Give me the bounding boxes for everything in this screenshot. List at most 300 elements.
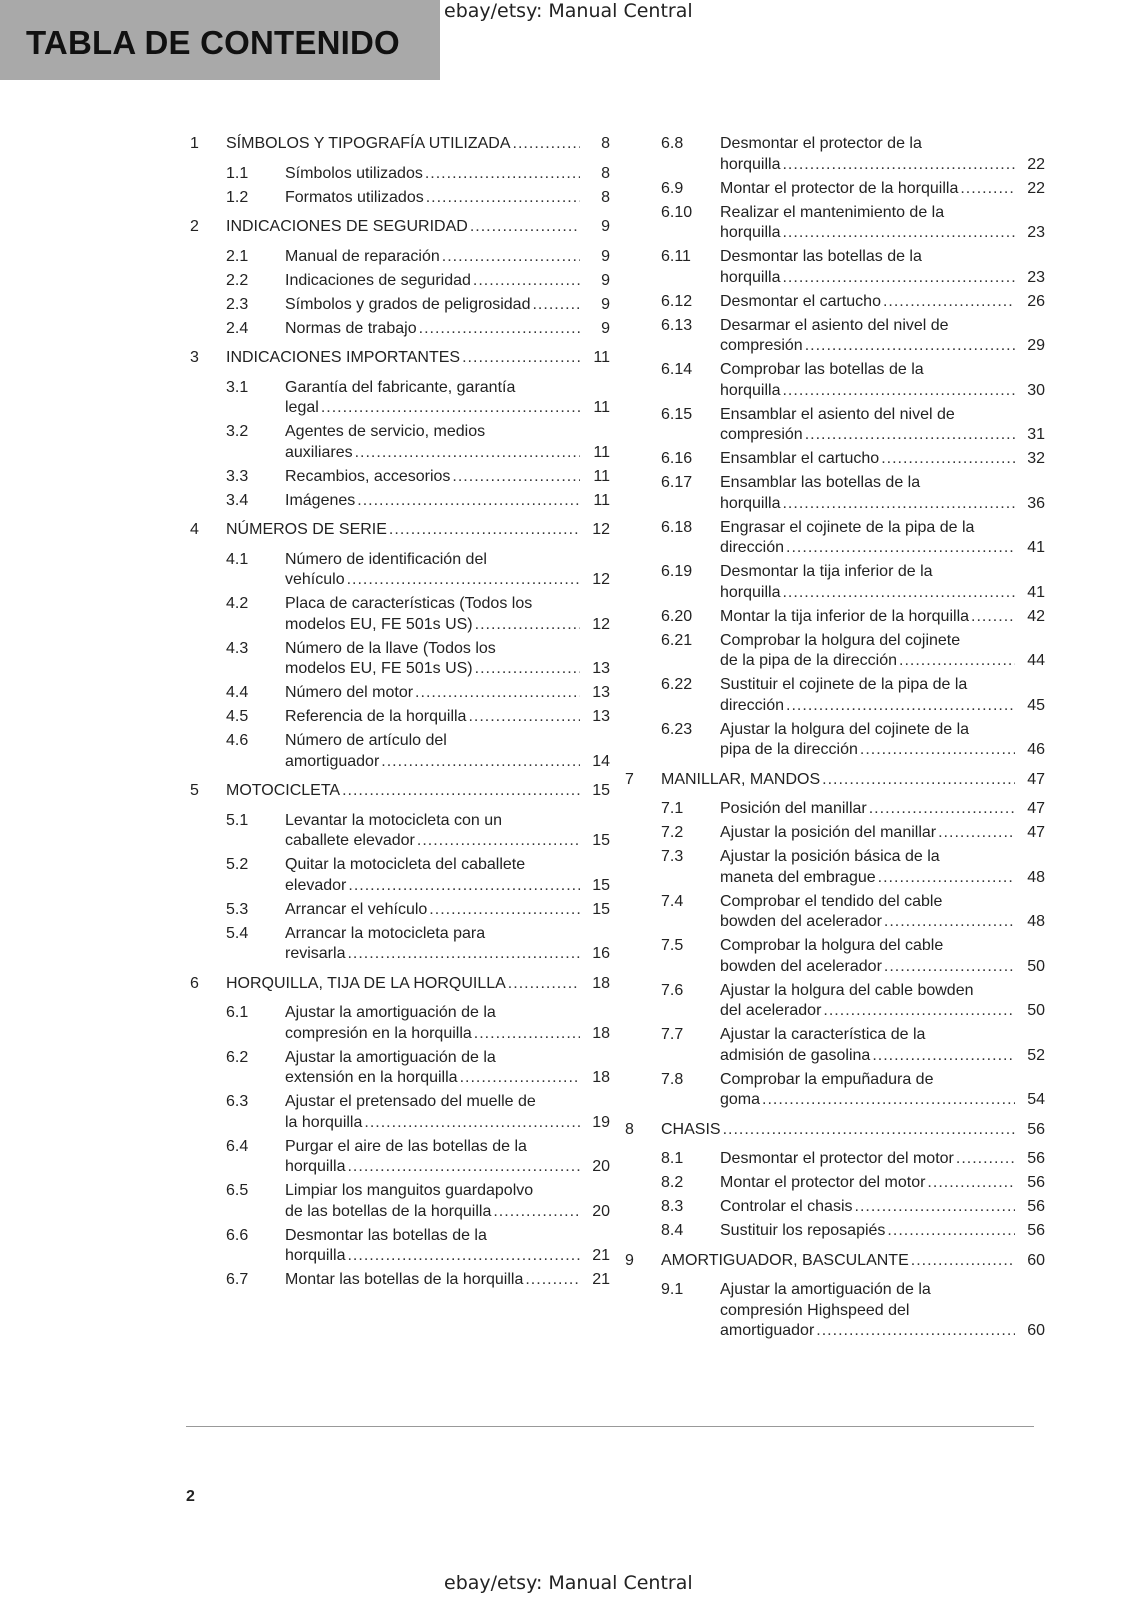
toc-title <box>285 491 610 512</box>
toc-title-line: Montar la tija inferior de la horquilla <box>720 607 970 625</box>
toc-section[interactable] <box>625 720 1045 761</box>
toc-chapter[interactable] <box>190 520 610 541</box>
toc-section[interactable] <box>625 892 1045 933</box>
toc-page-number: 60 <box>1027 1322 1045 1339</box>
toc-title <box>285 1048 610 1089</box>
toc-page-number: 50 <box>1027 1002 1045 1019</box>
toc-number: 7.2 <box>661 824 684 841</box>
toc-title-line: pipa de la dirección <box>720 741 858 758</box>
toc-title-line: Número de artículo del <box>285 732 447 749</box>
toc-number: 5.1 <box>226 811 249 829</box>
toc-number: 1 <box>190 135 199 152</box>
toc-title-line: Número de la llave (Todos los <box>285 639 496 657</box>
toc-section[interactable] <box>190 1270 610 1291</box>
toc-page-number: 21 <box>592 1271 610 1288</box>
leader-dots <box>364 1113 580 1134</box>
toc-title-line: Realizar el mantenimiento de la <box>720 203 945 221</box>
toc-page-number: 21 <box>592 1247 610 1264</box>
toc-number: 6.15 <box>661 405 693 423</box>
toc-number: 3.4 <box>226 491 249 509</box>
toc-title-line: Quitar la motocicleta del caballete <box>285 856 526 873</box>
toc-section[interactable] <box>625 1221 1045 1242</box>
toc-section[interactable] <box>625 405 1045 446</box>
toc-section[interactable] <box>190 707 610 728</box>
toc-page-number: 52 <box>1027 1046 1045 1064</box>
toc-section[interactable] <box>625 981 1045 1022</box>
toc-section[interactable] <box>190 550 610 591</box>
leader-dots <box>822 770 1015 791</box>
toc-section[interactable] <box>625 847 1045 888</box>
toc-title-line: de la pipa de la dirección <box>720 652 898 669</box>
toc-number: 6.20 <box>661 607 693 625</box>
toc-number: 1.1 <box>226 164 249 182</box>
toc-title <box>285 295 610 316</box>
toc-title-line: Limpiar los manguitos guardapolvo <box>285 1182 534 1199</box>
leader-dots <box>782 223 1015 244</box>
leader-dots <box>347 570 580 591</box>
leader-dots <box>869 799 1015 820</box>
toc-section[interactable] <box>625 247 1045 288</box>
toc-section[interactable] <box>190 467 610 488</box>
toc-number: 8 <box>625 1120 634 1138</box>
toc-title <box>661 770 1045 791</box>
toc-number: 3.3 <box>226 467 249 485</box>
leader-dots <box>342 781 580 802</box>
toc-title-line: Agentes de servicio, medios <box>285 423 486 440</box>
toc-title <box>720 405 1045 446</box>
toc-title-line: Referencia de la horquilla <box>285 708 467 725</box>
toc-chapter[interactable] <box>190 134 610 155</box>
toc-section[interactable] <box>190 683 610 704</box>
toc-title-line: CHASIS <box>661 1120 721 1138</box>
toc-title <box>720 892 1045 933</box>
toc-title <box>285 1092 610 1133</box>
toc-number: 8.4 <box>661 1222 684 1239</box>
toc-title <box>720 1221 1045 1242</box>
toc-title-line: Ajustar la amortiguación de la <box>285 1048 496 1066</box>
toc-section[interactable] <box>190 811 610 852</box>
toc-number: 2.4 <box>226 319 249 337</box>
toc-number: 2 <box>190 218 199 235</box>
toc-page-number: 18 <box>592 1069 610 1086</box>
toc-page-number: 41 <box>1027 583 1045 601</box>
toc-title-line: admisión de gasolina <box>720 1046 871 1064</box>
toc-title-line: Desmontar el protector de la <box>720 135 922 152</box>
toc-page-number: 13 <box>592 660 610 677</box>
toc-title-line: Ajustar la posición del manillar <box>720 824 937 841</box>
toc-section[interactable] <box>190 594 610 635</box>
toc-title-line: Símbolos y grados de peligrosidad <box>285 295 531 313</box>
toc-title <box>226 520 610 541</box>
toc-title <box>720 562 1045 603</box>
toc-title-line: Montar las botellas de la horquilla <box>285 1271 524 1288</box>
toc-page-number: 11 <box>593 491 610 509</box>
toc-page-number: 18 <box>592 1024 610 1042</box>
toc-section[interactable] <box>190 295 610 316</box>
toc-title-line: compresión <box>720 426 803 443</box>
header-band <box>0 0 440 80</box>
leader-dots <box>884 957 1015 978</box>
toc-title-line: Desmontar las botellas de la <box>720 248 922 265</box>
toc-number: 5.3 <box>226 900 249 918</box>
toc-number: 4 <box>190 521 199 538</box>
toc-section[interactable] <box>190 1048 610 1089</box>
toc-title-line: horquilla <box>285 1158 346 1175</box>
leader-dots <box>823 1001 1015 1022</box>
toc-section[interactable] <box>625 675 1045 716</box>
leader-dots <box>417 831 580 852</box>
toc-section[interactable] <box>625 134 1045 175</box>
toc-page-number: 56 <box>1027 1120 1045 1138</box>
toc-number: 6.1 <box>226 1004 249 1021</box>
toc-number: 6.8 <box>661 135 684 152</box>
toc-chapter[interactable] <box>625 770 1045 791</box>
toc-number: 4.1 <box>226 550 249 568</box>
toc-number: 4.2 <box>226 595 249 612</box>
toc-section[interactable] <box>190 924 610 965</box>
leader-dots <box>960 179 1015 200</box>
toc-page-number: 44 <box>1027 652 1045 669</box>
leader-dots <box>872 1046 1015 1067</box>
toc-section[interactable] <box>190 271 610 292</box>
toc-section[interactable] <box>625 607 1045 628</box>
toc-section[interactable] <box>190 319 610 340</box>
toc-title-line: Arrancar la motocicleta para <box>285 924 486 942</box>
toc-title <box>720 179 1045 200</box>
toc-title <box>285 1181 610 1222</box>
toc-page-number: 15 <box>592 900 610 918</box>
toc-title-line: elevador <box>285 876 347 894</box>
toc-title-line: horquilla <box>720 583 781 601</box>
toc-section[interactable] <box>625 1173 1045 1194</box>
toc-section[interactable] <box>625 936 1045 977</box>
leader-dots <box>878 868 1015 889</box>
toc-number: 2.2 <box>226 271 249 289</box>
toc-title <box>720 823 1045 844</box>
toc-number: 4.4 <box>226 684 249 701</box>
toc-section[interactable] <box>625 562 1045 603</box>
toc-number: 6.3 <box>226 1093 249 1110</box>
footer-divider <box>186 1426 1034 1427</box>
toc-page-number: 8 <box>601 188 610 206</box>
toc-number: 7 <box>625 770 634 788</box>
toc-page-number: 56 <box>1027 1198 1045 1215</box>
leader-dots <box>508 974 580 995</box>
toc-number: 2.3 <box>226 295 249 313</box>
toc-section[interactable] <box>190 422 610 463</box>
toc-number: 6.13 <box>661 316 693 334</box>
toc-title-line: MOTOCICLETA <box>226 782 341 799</box>
leader-dots <box>381 752 580 773</box>
toc-title-line: Ensamblar el cartucho <box>720 450 880 467</box>
toc-section[interactable] <box>625 316 1045 357</box>
toc-title-line: auxiliares <box>285 443 353 461</box>
toc-title <box>285 924 610 965</box>
toc-chapter[interactable] <box>190 217 610 238</box>
toc-section[interactable] <box>625 799 1045 820</box>
toc-title-line: Comprobar la holgura del cable <box>720 937 944 954</box>
toc-title <box>661 1120 1045 1141</box>
toc-title-line: Ajustar la holgura del cojinete de la <box>720 720 970 738</box>
toc-number: 8.3 <box>661 1198 684 1215</box>
toc-title-line: del acelerador <box>720 1002 822 1019</box>
toc-title <box>285 378 610 419</box>
toc-title <box>285 594 610 635</box>
toc-section[interactable] <box>190 1226 610 1267</box>
toc-page-number: 12 <box>592 615 610 633</box>
toc-number: 7.8 <box>661 1070 684 1088</box>
toc-page-number: 14 <box>592 752 610 770</box>
leader-dots <box>911 1251 1015 1272</box>
toc-section[interactable] <box>190 378 610 419</box>
toc-number: 4.3 <box>226 639 249 657</box>
toc-title-line: horquilla <box>720 494 781 512</box>
toc-section[interactable] <box>190 1137 610 1178</box>
toc-page-number: 15 <box>592 832 610 849</box>
leader-dots <box>473 271 580 292</box>
toc-number: 7.6 <box>661 981 684 999</box>
toc-section[interactable] <box>625 823 1045 844</box>
toc-page-number: 23 <box>1027 224 1045 241</box>
leader-dots <box>816 1321 1015 1342</box>
leader-dots <box>415 683 580 704</box>
toc-title-line: compresión en la horquilla <box>285 1024 472 1042</box>
toc-title-line: Símbolos utilizados <box>285 164 423 182</box>
toc-title-line: dirección <box>720 696 785 714</box>
toc-number: 6.16 <box>661 450 693 467</box>
toc-number: 6 <box>190 974 199 992</box>
toc-chapter[interactable] <box>190 348 610 369</box>
toc-section[interactable] <box>625 1197 1045 1218</box>
toc-page-number: 29 <box>1027 337 1045 354</box>
toc-title <box>285 1226 610 1267</box>
toc-title-line: Número de identificación del <box>285 550 487 568</box>
toc-number: 6.22 <box>661 676 693 693</box>
leader-dots <box>883 292 1015 313</box>
toc-title-line: Engrasar el cojinete de la pipa de la <box>720 518 975 536</box>
toc-section[interactable] <box>190 164 610 185</box>
toc-section[interactable] <box>625 1149 1045 1170</box>
toc-section[interactable] <box>625 292 1045 313</box>
toc-page-number: 47 <box>1027 800 1045 817</box>
toc-title <box>285 319 610 340</box>
toc-title-line: Purgar el aire de las botellas de la <box>285 1137 527 1155</box>
leader-dots <box>786 696 1015 717</box>
leader-dots <box>470 217 580 238</box>
toc-title-line: bowden del acelerador <box>720 913 882 930</box>
toc-page-number: 16 <box>592 945 610 962</box>
toc-number: 5.2 <box>226 856 249 873</box>
toc-page-number: 47 <box>1027 824 1045 841</box>
toc-title <box>720 607 1045 628</box>
leader-dots <box>762 1090 1015 1111</box>
toc-title <box>285 1003 610 1044</box>
toc-title-line: extensión en la horquilla <box>285 1069 458 1086</box>
toc-page-number: 13 <box>592 708 610 725</box>
toc-title-line: Desmontar las botellas de la <box>285 1226 487 1244</box>
toc-title-line: Montar el protector del motor <box>720 1174 926 1191</box>
toc-chapter[interactable] <box>625 1251 1045 1272</box>
toc-page-number: 11 <box>593 443 610 461</box>
leader-dots <box>927 1173 1015 1194</box>
toc-page-number: 56 <box>1027 1150 1045 1167</box>
toc-title <box>720 203 1045 244</box>
toc-title-line: Desarmar el asiento del nivel de <box>720 316 949 334</box>
toc-page-number: 26 <box>1027 292 1045 310</box>
toc-number: 3 <box>190 349 199 366</box>
toc-title <box>720 247 1045 288</box>
toc-page-number: 13 <box>592 684 610 701</box>
toc-title <box>285 731 610 772</box>
leader-dots <box>881 449 1015 470</box>
toc-number: 9 <box>625 1251 634 1269</box>
toc-page-number: 20 <box>592 1202 610 1220</box>
toc-title-line: NÚMEROS DE SERIE <box>226 521 387 538</box>
leader-dots <box>321 398 580 419</box>
toc-title-line: MANILLAR, MANDOS <box>661 770 821 788</box>
toc-section[interactable] <box>190 1092 610 1133</box>
toc-section[interactable] <box>625 360 1045 401</box>
toc-section[interactable] <box>625 179 1045 200</box>
toc-title-line: goma <box>720 1091 761 1108</box>
leader-dots <box>782 268 1015 289</box>
toc-section[interactable] <box>190 900 610 921</box>
toc-title <box>226 348 610 369</box>
toc-title <box>720 360 1045 401</box>
leader-dots <box>513 134 580 155</box>
toc-section[interactable] <box>625 203 1045 244</box>
leader-dots <box>347 1157 580 1178</box>
toc-title <box>720 1280 1045 1342</box>
toc-section[interactable] <box>625 1070 1045 1111</box>
toc-title-line: Ensamblar las botellas de la <box>720 474 921 491</box>
leader-dots <box>532 295 580 316</box>
toc-page-number: 41 <box>1027 539 1045 556</box>
leader-dots <box>347 1246 580 1267</box>
toc-title-line: compresión Highspeed del <box>720 1301 910 1319</box>
toc-title-line: Controlar el chasis <box>720 1198 853 1215</box>
toc-section[interactable] <box>625 1025 1045 1066</box>
toc-page-number: 11 <box>593 399 610 416</box>
toc-section[interactable] <box>625 518 1045 559</box>
toc-number: 1.2 <box>226 188 249 206</box>
toc-title-line: amortiguador <box>285 752 380 770</box>
toc-number: 6.4 <box>226 1137 249 1155</box>
toc-section[interactable] <box>190 247 610 268</box>
leader-dots <box>460 1068 580 1089</box>
toc-section[interactable] <box>625 473 1045 514</box>
toc-number: 6.6 <box>226 1226 249 1244</box>
toc-title-line: Arrancar el vehículo <box>285 900 428 918</box>
toc-title <box>720 316 1045 357</box>
toc-title <box>720 847 1045 888</box>
toc-right-column <box>625 134 1045 1342</box>
leader-dots <box>723 1120 1015 1141</box>
toc-title <box>226 781 610 802</box>
toc-page-number: 48 <box>1027 913 1045 930</box>
leader-dots <box>419 319 580 340</box>
toc-section[interactable] <box>190 731 610 772</box>
toc-title-line: Recambios, accesorios <box>285 467 451 485</box>
leader-dots <box>786 538 1015 559</box>
toc-title <box>285 188 610 209</box>
toc-title-line: maneta del embrague <box>720 868 876 886</box>
toc-number: 6.17 <box>661 474 693 491</box>
toc-section[interactable] <box>190 1003 610 1044</box>
toc-page-number: 36 <box>1027 494 1045 512</box>
toc-title-line: Garantía del fabricante, garantía <box>285 378 516 396</box>
toc-section[interactable] <box>190 188 610 209</box>
toc-page-number: 32 <box>1027 450 1045 467</box>
toc-section[interactable] <box>625 1280 1045 1342</box>
toc-page-number: 11 <box>593 349 610 366</box>
toc-chapter[interactable] <box>190 781 610 802</box>
toc-section[interactable] <box>625 631 1045 672</box>
toc-number: 7.7 <box>661 1026 684 1043</box>
toc-title-line: Ajustar la amortiguación de la <box>720 1281 931 1298</box>
toc-title-line: Ajustar el pretensado del muelle de <box>285 1093 536 1110</box>
toc-title <box>285 811 610 852</box>
toc-page-number: 56 <box>1027 1222 1045 1239</box>
toc-title-line: Sustituir los reposapiés <box>720 1222 886 1239</box>
toc-title-line: Ajustar la amortiguación de la <box>285 1004 496 1021</box>
toc-title <box>285 1137 610 1178</box>
toc-title <box>226 974 610 995</box>
toc-number: 6.18 <box>661 518 693 536</box>
toc-title <box>285 422 610 463</box>
leader-dots <box>782 381 1015 402</box>
toc-section[interactable] <box>190 491 610 512</box>
toc-chapter[interactable] <box>190 974 610 995</box>
toc-title-line: Comprobar las botellas de la <box>720 361 924 378</box>
toc-number: 6.19 <box>661 563 693 580</box>
toc-title <box>285 855 610 896</box>
toc-title-line: horquilla <box>720 224 781 241</box>
leader-dots <box>887 1221 1015 1242</box>
toc-page-number: 9 <box>601 247 610 265</box>
toc-page-number: 50 <box>1027 957 1045 975</box>
toc-page-number: 15 <box>592 782 610 799</box>
page-number: 2 <box>186 1488 195 1505</box>
toc-title-line: Número del motor <box>285 684 414 701</box>
leader-dots <box>782 155 1015 176</box>
toc-number: 8.1 <box>661 1150 684 1167</box>
toc-number: 6.12 <box>661 292 693 310</box>
toc-number: 6.11 <box>661 248 691 265</box>
toc-title-line: Desmontar el protector del motor <box>720 1150 954 1167</box>
toc-section[interactable] <box>190 1181 610 1222</box>
toc-number: 6.2 <box>226 1048 249 1066</box>
toc-title-line: Formatos utilizados <box>285 188 424 206</box>
leader-dots <box>805 425 1015 446</box>
toc-title <box>720 981 1045 1022</box>
toc-number: 6.14 <box>661 361 693 378</box>
toc-section[interactable] <box>190 639 610 680</box>
toc-section[interactable] <box>190 855 610 896</box>
leader-dots <box>938 823 1015 844</box>
leader-dots <box>357 491 580 512</box>
toc-title-line: Posición del manillar <box>720 800 867 817</box>
leader-dots <box>855 1197 1016 1218</box>
toc-section[interactable] <box>625 449 1045 470</box>
toc-chapter[interactable] <box>625 1120 1045 1141</box>
toc-title <box>720 1070 1045 1111</box>
toc-page-number: 15 <box>592 876 610 894</box>
toc-number: 9.1 <box>661 1281 684 1298</box>
leader-dots <box>426 188 580 209</box>
toc-number: 3.2 <box>226 423 249 440</box>
leader-dots <box>347 944 580 965</box>
